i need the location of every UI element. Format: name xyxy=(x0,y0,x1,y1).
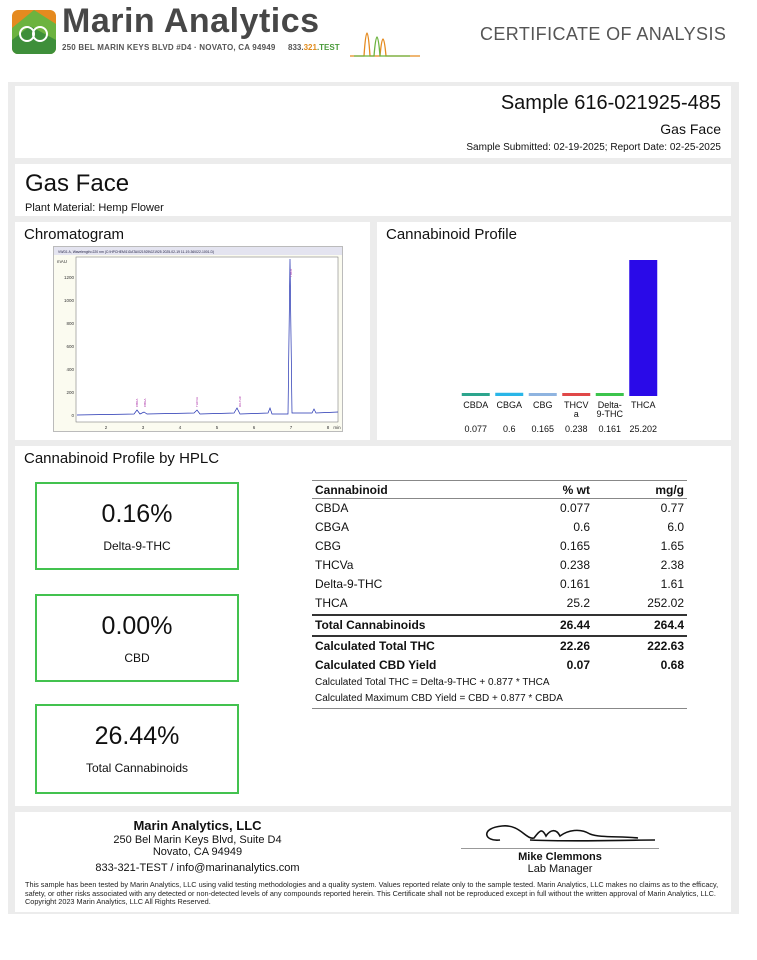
kpi-label: Total Cannabinoids xyxy=(85,761,189,775)
value-label: 0.6 xyxy=(502,424,516,434)
x-tick: 5 xyxy=(215,425,219,430)
marin-logo-icon xyxy=(12,10,56,54)
category-label: Delta- xyxy=(597,400,622,410)
signer-name: Mike Clemmons xyxy=(518,851,602,863)
formula-cbd-yield xyxy=(312,691,687,709)
kpi-card-cbd xyxy=(35,594,239,682)
cell-mg: 1.65 xyxy=(660,539,684,553)
value-label: 0.077 xyxy=(464,424,488,434)
kpi-value: 0.00% xyxy=(101,612,173,640)
signer-title: Lab Manager xyxy=(527,863,593,875)
sample-name: Gas Face xyxy=(660,121,721,137)
report-header xyxy=(0,0,757,62)
x-tick: 8 xyxy=(326,425,330,430)
cell-mg: 264.4 xyxy=(653,618,684,632)
category-label: THCA xyxy=(631,400,656,410)
kpi-card-total-cannabinoids xyxy=(35,704,239,794)
brand-phone xyxy=(288,43,340,52)
cell-name: THCVa xyxy=(315,558,354,572)
cell-name: Delta-9-THC xyxy=(315,577,383,591)
company-name: Marin Analytics, LLC xyxy=(133,818,262,833)
cell-pct: 0.077 xyxy=(559,501,590,515)
cell-mg: 0.77 xyxy=(660,501,684,515)
cell-name: CBG xyxy=(315,539,342,553)
table-row xyxy=(312,499,687,518)
table-row xyxy=(312,537,687,556)
table-row xyxy=(312,594,687,613)
cannabinoid-table xyxy=(312,480,687,709)
sample-dates: Sample Submitted: 02-19-2025; Report Date: 02-25-2025 xyxy=(466,142,721,153)
cell-name: CBDA xyxy=(315,501,349,515)
company-address-line2: Novato, CA 94949 xyxy=(152,846,243,858)
value-label: 25.202 xyxy=(629,424,658,434)
sample-info-panel xyxy=(15,86,731,158)
cell-pct: 0.07 xyxy=(566,658,590,672)
svg-text:THCA: THCA xyxy=(289,268,293,277)
x-tick: 2 xyxy=(104,425,108,430)
category-label: CBG xyxy=(532,400,553,410)
y-tick: 0 xyxy=(71,413,74,418)
brand-address: 250 BEL MARIN KEYS BLVD #D4 · NOVATO, CA 94949 xyxy=(62,43,276,52)
table-calc-thc-row xyxy=(312,635,687,656)
company-address-line1: 250 Bel Marin Keys Blvd, Suite D4 xyxy=(113,834,282,846)
phone-mid: 321 xyxy=(303,43,317,52)
cell-pct: 0.165 xyxy=(559,539,590,553)
chromatogram-header-text: VWD1 A, Wavelength=220 nm (C:\HPCHEM\1\DATA\021925\021925 2025-02-19 11-19-36\022-1001.D) xyxy=(58,250,215,254)
chromatogram-image xyxy=(53,246,343,432)
svg-text:D9-THC: D9-THC xyxy=(238,396,242,407)
cell-mg: 252.02 xyxy=(647,596,684,610)
cannabinoid-profile-panel xyxy=(377,222,731,440)
footer-panel xyxy=(15,812,731,912)
phone-suffix: .TEST xyxy=(316,43,340,52)
bar-cbga xyxy=(495,393,523,396)
signature-image xyxy=(470,818,660,848)
cell-name: Calculated CBD Yield xyxy=(315,658,437,672)
plant-material: Plant Material: Hemp Flower xyxy=(25,202,164,214)
table-row xyxy=(312,575,687,594)
cell-name: CBGA xyxy=(315,520,350,534)
product-panel xyxy=(15,164,731,216)
bar-thcva xyxy=(562,393,590,396)
company-contact: 833-321-TEST / info@marinanalytics.com xyxy=(95,862,300,874)
category-label: a xyxy=(573,409,579,419)
table-row xyxy=(312,518,687,537)
chromatogram-peaks-icon xyxy=(350,8,420,58)
y-tick: 1200 xyxy=(63,275,74,280)
product-name: Gas Face xyxy=(25,170,130,197)
formula-text: Calculated Total THC = Delta-9-THC + 0.877 * THCA xyxy=(315,677,550,688)
kpi-label: Delta-9-THC xyxy=(103,539,171,553)
category-label: 9-THC xyxy=(596,409,623,419)
chromatogram-unit: mAU xyxy=(57,259,67,264)
phone-prefix: 833. xyxy=(288,43,304,52)
header-cannabinoid: Cannabinoid xyxy=(315,483,388,497)
cell-mg: 0.68 xyxy=(660,658,684,672)
cell-name: Calculated Total THC xyxy=(315,639,435,653)
x-tick: 6 xyxy=(252,425,256,430)
category-labels-group xyxy=(463,400,655,419)
cell-mg: 2.38 xyxy=(660,558,684,572)
x-unit: min xyxy=(333,425,341,430)
bars-group xyxy=(462,260,658,396)
cell-pct: 22.26 xyxy=(559,639,590,653)
cell-name: Total Cannabinoids xyxy=(315,618,426,632)
x-tick: 3 xyxy=(141,425,145,430)
brand-name: Marin Analytics xyxy=(62,2,320,40)
kpi-label: CBD xyxy=(124,651,150,665)
svg-text:CBDA: CBDA xyxy=(135,398,139,407)
kpi-value: 26.44% xyxy=(94,722,180,750)
bar-thca xyxy=(629,260,657,396)
y-tick: 200 xyxy=(66,390,74,395)
value-label: 0.238 xyxy=(564,424,588,434)
bar-cbg xyxy=(529,393,557,396)
cannabinoid-bar-chart xyxy=(377,250,731,438)
y-tick: 400 xyxy=(66,367,74,372)
category-label: THCV xyxy=(564,400,589,410)
kpi-value: 0.16% xyxy=(101,500,173,528)
formula-text: Calculated Maximum CBD Yield = CBD + 0.877 * CBDA xyxy=(315,693,563,704)
bar-delta-9-thc xyxy=(596,393,624,396)
table-header-row xyxy=(312,480,687,499)
kpi-card-delta9-thc xyxy=(35,482,239,570)
svg-text:THCVA: THCVA xyxy=(195,397,199,407)
header-percent-wt: % wt xyxy=(562,483,590,497)
cell-mg: 1.61 xyxy=(660,577,684,591)
hplc-heading: Cannabinoid Profile by HPLC xyxy=(24,450,220,467)
svg-text:CBGA: CBGA xyxy=(143,398,147,407)
disclaimer: This sample has been tested by Marin Analytics, LLC using valid testing methodologies and a quality system. Values reported relate only to the sample tested. Marin Analytics, LLC makes no claims as to the efficacy, safety, or other risks associated with any detected or non-detected levels of any compounds reported herein. This Certificate shall not be reproduced except in full without the written approval of Marin Analytics, LLC. Copyright 2023 Marin Analytics, LLC All Rights Reserved. xyxy=(25,880,719,907)
value-labels-group xyxy=(464,424,657,434)
category-label: CBGA xyxy=(496,400,523,410)
category-label: CBDA xyxy=(463,400,489,410)
table-row xyxy=(312,556,687,575)
table-total-row xyxy=(312,614,687,635)
chromatogram-heading: Chromatogram xyxy=(24,226,125,243)
cell-pct: 25.2 xyxy=(566,596,590,610)
value-label: 0.165 xyxy=(531,424,555,434)
value-label: 0.161 xyxy=(598,424,622,434)
cell-pct: 26.44 xyxy=(559,618,590,632)
y-tick: 600 xyxy=(66,344,74,349)
x-tick: 7 xyxy=(289,425,293,430)
profile-heading: Cannabinoid Profile xyxy=(386,226,517,243)
signature-line xyxy=(461,848,659,849)
chromatogram-panel xyxy=(15,222,370,440)
cell-mg: 6.0 xyxy=(667,520,684,534)
cell-pct: 0.161 xyxy=(559,577,590,591)
y-tick: 800 xyxy=(66,321,74,326)
document-title: CERTIFICATE OF ANALYSIS xyxy=(480,24,727,44)
sample-id: Sample 616-021925-485 xyxy=(500,92,721,114)
hplc-panel xyxy=(15,446,731,806)
cell-pct: 0.238 xyxy=(559,558,590,572)
cell-pct: 0.6 xyxy=(573,520,590,534)
y-tick: 1000 xyxy=(63,298,74,303)
cell-name: THCA xyxy=(315,596,348,610)
bar-cbda xyxy=(462,393,490,396)
table-calc-cbd-row xyxy=(312,656,687,675)
cell-mg: 222.63 xyxy=(647,639,684,653)
x-tick: 4 xyxy=(178,425,182,430)
header-mg-per-g: mg/g xyxy=(655,483,684,497)
formula-total-thc xyxy=(312,675,687,691)
